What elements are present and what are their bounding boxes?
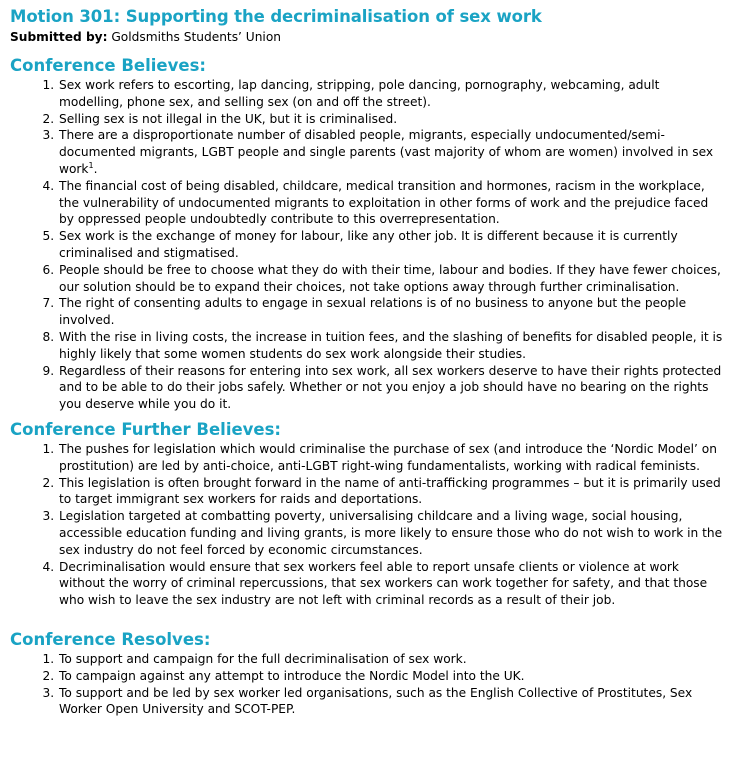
section-heading-further-believes: Conference Further Believes: xyxy=(10,419,282,439)
submitted-by-value: Goldsmiths Students’ Union xyxy=(111,30,282,44)
footnote-suffix: . xyxy=(93,161,98,176)
list-item xyxy=(58,127,723,177)
submitted-by xyxy=(10,29,723,45)
section-heading-believes: Conference Believes: xyxy=(10,56,206,75)
list-item: 4. Decriminalisation would ensure that sex workers feel able to report unsafe clients or violence at work without the worry of criminal repercussions, that sex workers can work together for safety, and that those who wish to leave the sex industry are not left with criminal records as a result of their job. xyxy=(58,559,723,609)
footnote-mark: 1 xyxy=(88,160,94,170)
list-item: 7. The right of consenting adults to engage in sexual relations is of no business to anyone but the people involved. xyxy=(58,295,723,329)
list-item: 9. Regardless of their reasons for entering into sex work, all sex workers deserve to have their rights protected and to be able to do their jobs safely. Whether or not you enjoy a job should have no bearing on the rights you deserve while you do it. xyxy=(58,363,723,413)
list-item: 2. Selling sex is not illegal in the UK, but it is criminalised. xyxy=(58,111,723,128)
list-item: 6. People should be free to choose what they do with their time, labour and bodies. If they have fewer choices, our solution should be to expand their choices, not take options away through further criminalisation. xyxy=(58,262,723,296)
list-item: 1. Sex work refers to escorting, lap dancing, stripping, pole dancing, pornography, webcaming, adult modelling, phone sex, and selling sex (on and off the street). xyxy=(58,77,723,111)
list-item-text: There are a disproportionate number of disabled people, migrants, especially undocumented/semi-documented migrants, LGBT people and single parents (vast majority of whom are women) involved in sex work xyxy=(59,128,714,176)
list-item: 1. To support and campaign for the full decriminalisation of sex work. xyxy=(58,651,723,668)
believes-list xyxy=(10,77,723,413)
list-item: 5. Sex work is the exchange of money for labour, like any other job. It is different because it is currently criminalised and stigmatised. xyxy=(58,228,723,262)
list-item: 2. To campaign against any attempt to introduce the Nordic Model into the UK. xyxy=(58,668,723,685)
list-item: 1. The pushes for legislation which would criminalise the purchase of sex (and introduce the ‘Nordic Model’ on prostitution) are led by anti-choice, anti-LGBT right-wing fundamentalists, working with radical feminists. xyxy=(58,441,723,475)
list-item: 3. Legislation targeted at combatting poverty, universalising childcare and a living wage, social housing, accessible education funding and living grants, is more likely to ensure those who do not wish to work in the sex industry do not feel forced by economic circumstances. xyxy=(58,508,723,558)
list-item: 8. With the rise in living costs, the increase in tuition fees, and the slashing of benefits for disabled people, it is highly likely that some women students do sex work alongside their studies. xyxy=(58,329,723,363)
submitted-by-label: Submitted by: xyxy=(10,30,108,44)
section-heading-resolves: Conference Resolves: xyxy=(10,629,211,649)
resolves-list xyxy=(10,651,723,718)
list-item: 4. The financial cost of being disabled, childcare, medical transition and hormones, racism in the workplace, the vulnerability of undocumented migrants to exploitation in other forms of work and the prejudice faced by oppressed people undoubtedly contribute to this overrepresentation. xyxy=(58,178,723,228)
further-believes-list xyxy=(10,441,723,609)
list-item: 3. To support and be led by sex worker led organisations, such as the English Collective of Prostitutes, Sex Worker Open University and SCOT-PEP. xyxy=(58,685,723,719)
motion-title: Motion 301: Supporting the decriminalisation of sex work xyxy=(10,7,542,26)
list-item: 2. This legislation is often brought forward in the name of anti-trafficking programmes – but it is primarily used to target immigrant sex workers for raids and deportations. xyxy=(58,475,723,509)
